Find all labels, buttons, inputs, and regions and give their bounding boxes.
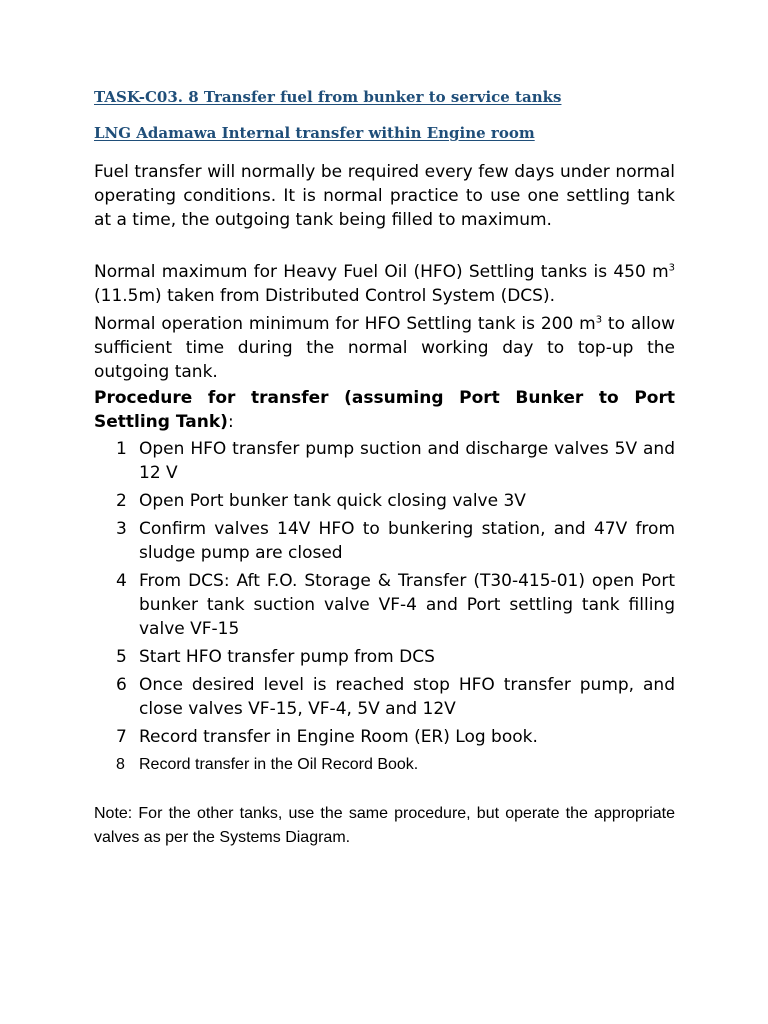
note-paragraph: Note: For the other tanks, use the same procedure, but operate the appropriate valves as per the Systems Diagram. <box>94 805 675 846</box>
hfo-minimum-text-cont: to allow sufficient time during the normal working day to top-up the outgoing tank. <box>94 314 676 382</box>
step-text: Open Port bunker tank quick closing valve 3V <box>139 491 526 511</box>
procedure-heading-colon: : <box>227 412 234 432</box>
step-number: 6 <box>116 675 127 695</box>
hfo-maximum-paragraph <box>94 260 675 308</box>
procedure-heading-text: Procedure for transfer (assuming Port Bunker to Port Settling Tank) <box>94 388 675 432</box>
hfo-minimum-text: Normal operation minimum for HFO Settling tank is 200 m <box>94 314 596 334</box>
hfo-minimum-paragraph <box>94 312 675 384</box>
step-number: 2 <box>116 491 127 511</box>
step-number: 5 <box>116 647 127 667</box>
procedure-step <box>94 673 675 721</box>
cubic-superscript: 3 <box>668 262 675 274</box>
procedure-heading <box>94 386 675 434</box>
step-number: 4 <box>116 571 127 591</box>
step-number: 7 <box>116 727 127 747</box>
step-number: 3 <box>116 519 127 539</box>
procedure-step <box>94 489 675 513</box>
step-number: 1 <box>116 439 127 459</box>
step-text: Record transfer in Engine Room (ER) Log book. <box>139 727 538 747</box>
hfo-maximum-text: Normal maximum for Heavy Fuel Oil (HFO) Settling tanks is 450 m <box>94 262 669 282</box>
step-text: Record transfer in the Oil Record Book. <box>139 756 419 773</box>
task-title: TASK-C03. 8 Transfer fuel from bunker to service tanks <box>94 88 562 106</box>
cubic-superscript: 3 <box>595 314 603 326</box>
step-text: Once desired level is reached stop HFO transfer pump, and close valves VF-15, VF-4, 5V and 12V <box>139 675 675 719</box>
procedure-step <box>94 569 675 641</box>
step-text: Confirm valves 14V HFO to bunkering station, and 47V from sludge pump are closed <box>139 519 675 563</box>
step-text: Start HFO transfer pump from DCS <box>139 647 435 667</box>
hfo-maximum-text-cont: (11.5m) taken from Distributed Control System (DCS). <box>94 286 556 306</box>
step-number: 8 <box>116 756 125 773</box>
intro-paragraph: Fuel transfer will normally be required every few days under normal operating conditions. It is normal practice to use one settling tank at a time, the outgoing tank being filled to maximum. <box>94 162 675 230</box>
step-text: From DCS: Aft F.O. Storage & Transfer (T30-415-01) open Port bunker tank suction valve VF-4 and Port settling tank filling valve VF-15 <box>139 571 675 639</box>
vessel-subtitle: LNG Adamawa Internal transfer within Engine room <box>94 124 535 142</box>
procedure-step <box>94 725 675 749</box>
step-text: Open HFO transfer pump suction and discharge valves 5V and 12 V <box>139 439 675 483</box>
procedure-step <box>94 517 675 565</box>
procedure-step <box>94 645 675 669</box>
procedure-steps <box>94 437 675 781</box>
procedure-step <box>94 437 675 485</box>
procedure-step <box>94 753 675 777</box>
